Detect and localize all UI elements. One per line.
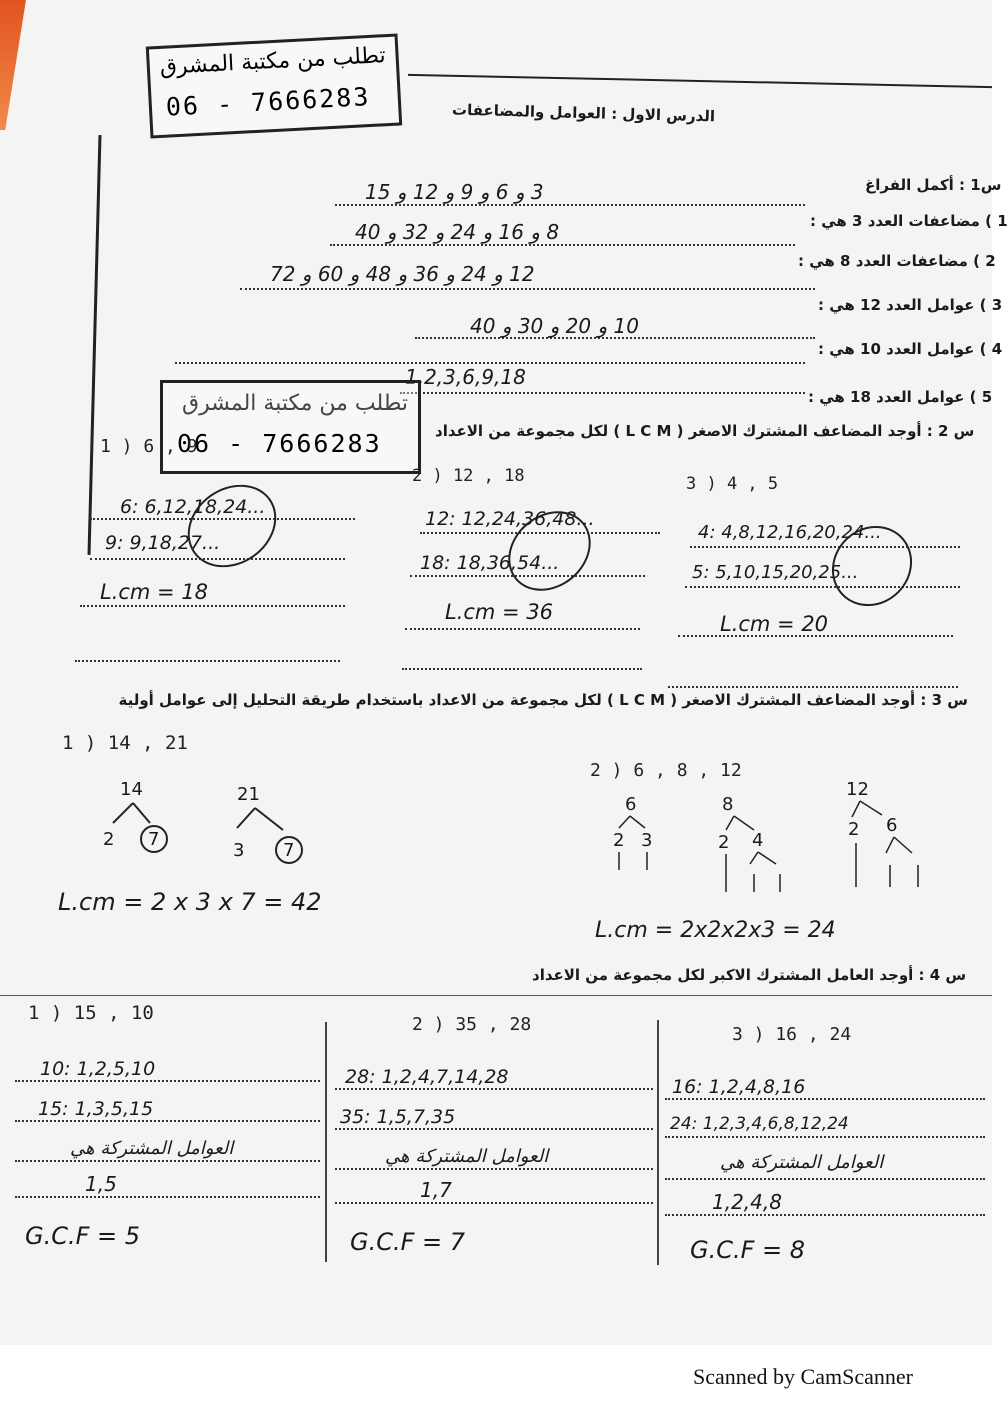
q1-answer-3: 12 و 24 و 36 و 48 و 60 و 72: [270, 262, 535, 286]
q4-part-1-label: 1 ) 15 , 10: [28, 1002, 154, 1024]
tree-right: 4: [752, 830, 764, 851]
header-rule: [408, 74, 992, 88]
q4-blank: [15, 1080, 320, 1082]
q1-prompt-5: 5 ) عوامل العدد 18 هي :: [808, 388, 993, 406]
q4-blank: [665, 1214, 985, 1216]
q1-prompt-1: 1 ) مضاعفات العدد 3 هي :: [810, 212, 1008, 230]
tree-left: 2: [718, 832, 730, 853]
q1-prompt-4: 4 ) عوامل العدد 10 هي :: [818, 340, 1003, 358]
q3-part-2-label: 2 ) 6 , 8 , 12: [590, 760, 742, 781]
q2-part-1-label: 1 ) 6 , 9: [100, 436, 198, 457]
q2-part-1-result: L.cm = 18: [100, 580, 209, 604]
tree-root: 12: [846, 779, 869, 800]
q4-part-1-common: 1,5: [85, 1172, 117, 1196]
q3-heading: س 3 : أوجد المضاعف المشترك الاصغر ( L C M ) لكل مجموعة من الاعداد باستخدام طريقة التحليل إلى عوامل أولية: [118, 691, 968, 709]
q4-part-2-common-label: العوامل المشتركة هي: [385, 1146, 549, 1167]
q4-blank: [15, 1160, 320, 1162]
tree-right: 7: [283, 840, 295, 861]
q1-blank-2: [330, 244, 795, 246]
tree-right: 6: [886, 815, 898, 836]
q1-answer-1: 3 و 6 و 9 و 12 و 15: [365, 180, 544, 204]
tree-root: 21: [237, 784, 260, 805]
stamp-phone: 06 - 7666283: [177, 429, 382, 458]
q4-col-divider-2: [657, 1020, 659, 1265]
q4-part-1-line2: 15: 1,3,5,15: [38, 1098, 154, 1120]
q1-prompt-2: 2 ) مضاعفات العدد 8 هي :: [798, 252, 996, 270]
q1-answer-4: 10 و 20 و 30 و 40: [470, 314, 639, 338]
q1-blank-3: [240, 288, 815, 290]
q2-blank: [402, 668, 642, 670]
q2-part-1-circle: [172, 468, 293, 584]
q1-prompt-3: 3 ) عوامل العدد 12 هي :: [818, 296, 1003, 314]
stamp-shop-name: تطلب من مكتبة المشرق: [182, 391, 408, 416]
tree-root: 6: [625, 794, 637, 815]
q1-blank-1: [335, 204, 805, 206]
tree-left: 2: [613, 830, 625, 851]
q1-blank-5b: [400, 392, 805, 394]
q4-blank: [15, 1120, 320, 1122]
q2-part-3-line1: 4: 4,8,12,16,20,24...: [698, 522, 882, 543]
tree-root: 14: [120, 779, 143, 800]
q1-blank-5a: [175, 362, 805, 364]
q4-part-3-line1: 16: 1,2,4,8,16: [672, 1076, 806, 1098]
q2-heading: س 2 : أوجد المضاعف المشترك الاصغر ( L C M ) لكل مجموعة من الاعداد: [435, 422, 975, 440]
q4-part-3-line2: 24: 1,2,3,4,6,8,12,24: [670, 1114, 849, 1134]
q1-answer-2: 8 و 16 و 24 و 32 و 40: [355, 220, 560, 244]
q4-col-divider-1: [325, 1022, 327, 1262]
q4-part-3-label: 3 ) 16 , 24: [732, 1024, 852, 1045]
q3-factor-tree-8: [712, 790, 802, 910]
q2-part-2-line2: 18: 18,36,54...: [420, 552, 560, 574]
tree-right: 7: [148, 829, 160, 850]
q2-part-3-result: L.cm = 20: [720, 612, 829, 636]
q4-part-3-common-label: العوامل المشتركة هي: [720, 1152, 884, 1173]
q3-factor-tree-6: [605, 790, 665, 900]
stamp-phone: 06 - 7666283: [165, 81, 372, 122]
q2-part-2-result: L.cm = 36: [445, 600, 554, 624]
q3-part-1-label: 1 ) 14 , 21: [62, 732, 188, 754]
q2-part-3-line2: 5: 5,10,15,20,25...: [692, 562, 859, 583]
q4-blank: [665, 1178, 985, 1180]
q2-blank: [405, 628, 640, 630]
q2-blank: [80, 605, 345, 607]
q2-blank: [75, 660, 340, 662]
q4-blank: [665, 1136, 985, 1138]
q2-part-1-line1: 6: 6,12,18,24...: [120, 496, 266, 518]
q4-top-rule: [0, 995, 992, 996]
paper-edge: [0, 0, 26, 130]
stamp-top: [146, 33, 402, 138]
q4-part-2-line2: 35: 1,5,7,35: [340, 1106, 456, 1128]
q4-blank: [335, 1202, 653, 1204]
q3-factor-tree-14: [95, 775, 185, 865]
q4-blank: [15, 1196, 320, 1198]
q1-heading: س1 : أكمل الفراغ: [865, 176, 1002, 194]
stamp-shop-name: تطلب من مكتبة المشرق: [159, 43, 387, 80]
q4-blank: [335, 1088, 653, 1090]
q2-part-1-line2: 9: 9,18,27...: [105, 532, 221, 554]
q3-factor-tree-21: [225, 780, 325, 870]
q4-blank: [665, 1098, 985, 1100]
q4-part-1-common-label: العوامل المشتركة هي: [70, 1138, 234, 1159]
q4-part-3-result: G.C.F = 8: [690, 1236, 806, 1264]
q4-part-1-result: G.C.F = 5: [25, 1222, 141, 1250]
q2-part-2-label: 2 ) 12 , 18: [412, 466, 525, 486]
q4-part-2-common: 1,7: [420, 1178, 452, 1202]
tree-right: 3: [641, 830, 653, 851]
q4-blank: [335, 1128, 653, 1130]
q4-part-2-label: 2 ) 35 , 28: [412, 1014, 532, 1035]
q2-blank: [690, 546, 960, 548]
q4-blank: [335, 1168, 653, 1170]
tree-root: 8: [722, 794, 734, 815]
stamp-middle: [160, 380, 421, 474]
q2-blank: [685, 586, 960, 588]
tree-left: 2: [848, 819, 860, 840]
lesson-title: الدرس الاول : العوامل والمضاعفات: [451, 100, 716, 126]
tree-left: 2: [103, 829, 115, 850]
q3-part-2-result: L.cm = 2x2x2x3 = 24: [595, 918, 836, 943]
tree-left: 3: [233, 840, 245, 861]
q2-blank: [678, 635, 953, 637]
q2-part-3-label: 3 ) 4 , 5: [686, 474, 779, 494]
q4-part-2-line1: 28: 1,2,4,7,14,28: [345, 1066, 509, 1088]
q3-factor-tree-12: [838, 775, 938, 910]
q4-part-3-common: 1,2,4,8: [712, 1190, 782, 1214]
q2-part-2-line1: 12: 12,24,36,48...: [425, 508, 595, 530]
q4-part-2-result: G.C.F = 7: [350, 1228, 466, 1256]
margin-line: [88, 135, 102, 555]
q1-answer-5: 1,2,3,6,9,18: [405, 365, 526, 389]
q4-part-1-line1: 10: 1,2,5,10: [40, 1058, 156, 1080]
scanner-watermark: Scanned by CamScanner: [693, 1364, 913, 1389]
q4-heading: س 4 : أوجد العامل المشترك الاكبر لكل مجموعة من الاعداد: [532, 966, 967, 984]
q3-part-1-result: L.cm = 2 x 3 x 7 = 42: [58, 888, 322, 916]
